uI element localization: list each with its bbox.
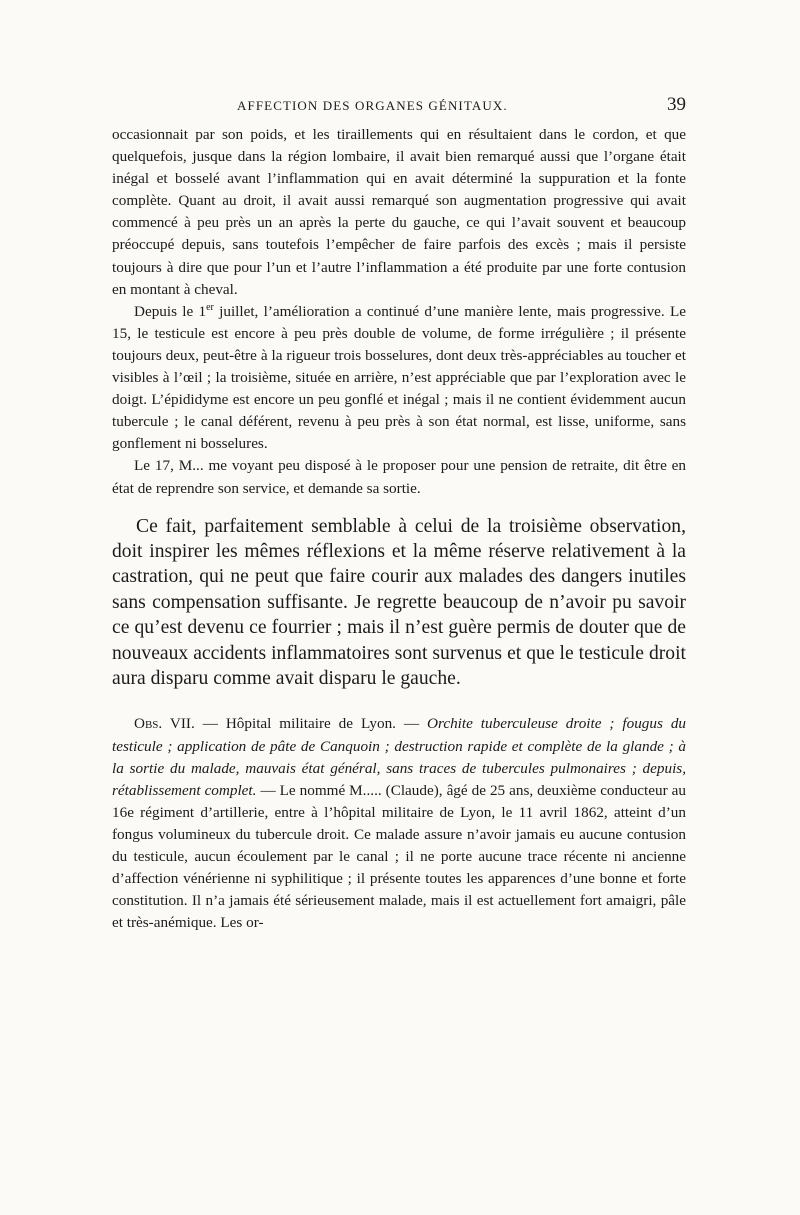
book-page	[112, 96, 686, 934]
observation-vii	[112, 713, 686, 934]
observation-location: — Hôpital militaire de Lyon. —	[194, 715, 428, 733]
paragraph-continuation: occasionnait par son poids, et les tiraillements qui en résultaient dans le cordon, et que quelquefois, jusque dans la région lombaire, il avait bien remarqué aussi que l’organe était inégal et bosselé avant l’inflammation qui en avait déterminé la suppuration et la fonte complète. Quant au droit, il avait aussi remarqué son augmentation progressive qui avait commencé à peu près un an après la perte du gauche, ce qui l’avait souvent et beaucoup préoccupé depuis, sans toutefois l’empêcher de faire parfois des excès ; mais il persiste toujours à dire que pour l’un et l’autre l’inflammation a été produite par une forte contusion en montant à cheval.	[112, 126, 686, 298]
page-header	[112, 96, 686, 120]
observation-label: Obs. VII.	[134, 715, 195, 733]
improvement-text-rest: juillet, l’amélioration a continué d’une manière lente, mais progressive. Le 15, le testicule est encore à peu près double de volume, de forme irrégulière ; il présente toujours deux, peut-être à la rigueur trois bosselures, dont deux très-appréciables au toucher et visibles à l’œil ; la troisième, située en arrière, n’est appréciable que par l’exploration avec le doigt. L’épididyme est encore un peu gonflé et inégal ; mais il ne contient évidemment aucun tubercule ; le canal déférent, revenu à peu près à son état normal, est lisse, uniforme, sans gonflement ni bosselures.	[112, 302, 686, 453]
ordinal-superscript: er	[206, 301, 214, 313]
paragraph-commentary: Ce fait, parfaitement semblable à celui de la troisième observation, doit inspirer les mêmes réflexions et la même réserve relativement à la castration, qui ne peut que faire courir aux malades des dangers inutiles sans compensation suffisante. Je regrette beaucoup de n’avoir pu savoir ce qu’est devenu ce fourrier ; mais il n’est guère permis de douter que de nouveaux accidents inflammatoires sont survenus et que le testicule droit aura disparu comme avait disparu le gauche.	[112, 515, 686, 690]
page-number: 39	[667, 94, 686, 115]
running-title: AFFECTION DES ORGANES GÉNITAUX.	[237, 98, 508, 113]
improvement-text-start: Depuis le 1	[134, 302, 207, 320]
observation-text: — Le nommé M..... (Claude), âgé de 25 ans, deuxième conducteur au 16e régiment d’artillerie, entre à l’hôpital militaire de Lyon, le 11 avril 1862, atteint d’un fongus volumineux du tubercule droit. Ce malade assure n’avoir jamais eu aucune contusion du testicule, aucun écoulement par le canal ; il ne porte aucune trace récente ni ancienne d’affection vénérienne ni syphilitique ; il présente toutes les apparences d’une bonne et forte constitution. Il n’a jamais été sérieusement malade, mais il est actuellement fort amaigri, pâle et très-anémique. Les or-	[112, 781, 686, 932]
paragraph-discharge: Le 17, M... me voyant peu disposé à le proposer pour une pension de retraite, dit être en état de reprendre son service, et demande sa sortie.	[112, 457, 686, 497]
paragraph-improvement	[112, 301, 686, 456]
observation-title: Orchite tuberculeuse droite ; fougus du testicule ; application de pâte de Canquoin ; destruction rapide et complète de la glande ; à la sortie du malade, mauvais état général, sans traces de tubercules pulmonaires ; depuis, rétablissement complet.	[112, 715, 687, 799]
